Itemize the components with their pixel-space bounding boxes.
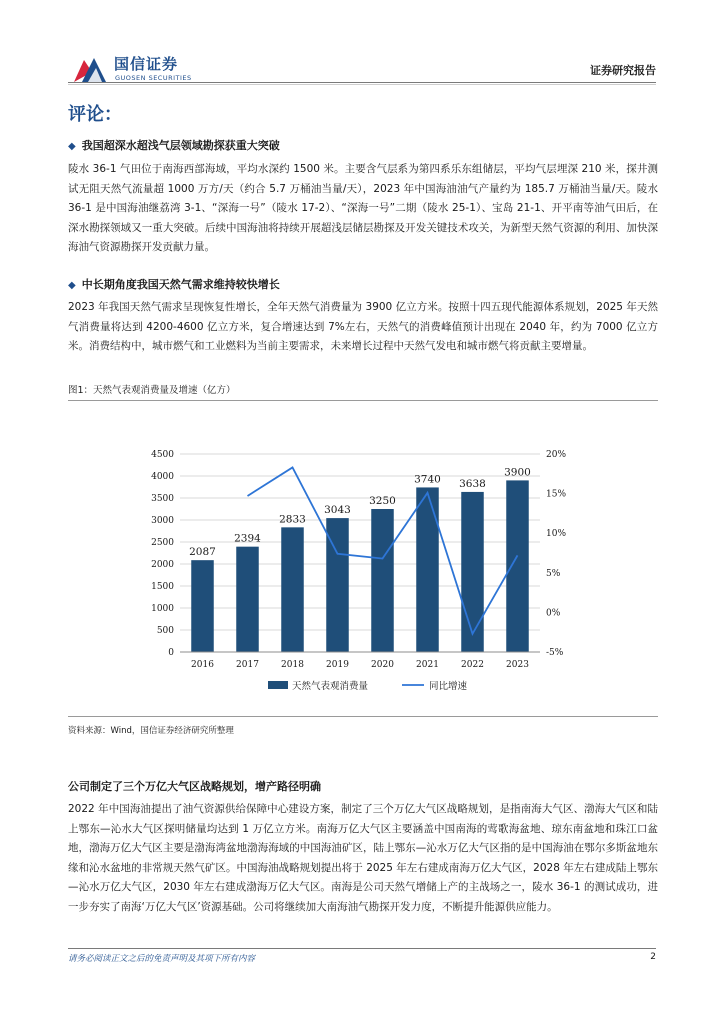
section-2-heading: 公司制定了三个万亿大气区战略规划，增产路径明确 [68, 780, 321, 793]
consumption-chart [140, 446, 600, 706]
bullet-heading-1 [68, 137, 280, 153]
bar [281, 527, 304, 652]
bullet-heading-1-text: 我国超深水超浅气层领域勘探获重大突破 [81, 139, 280, 152]
logo-text-cn: 国信证券 [114, 55, 179, 73]
y-left-tick-label: 3500 [151, 494, 174, 504]
y-left-tick-label: 1000 [151, 604, 174, 614]
paragraph-2: 2023 年我国天然气需求呈现恢复性增长，全年天然气消费量为 3900 亿立方米。按照十四五现代能源体系规划，2025 年天然气消费量将达到 4200-4600 亿立方米，复合增速达到 7%左右，天然气的消费峰值预计出现在 2040 年，约为 7000 亿立方米。消费结构中，城市燃气和工业燃料为当前主要需求，未来增长过程中天然气发电和城市燃气将贡献主要增量。 [68, 301, 658, 352]
bar-value-label: 2394 [234, 532, 261, 545]
y-left-tick-label: 500 [156, 626, 174, 636]
paragraph-1: 陵水 36-1 气田位于南海西部海域，平均水深约 1500 米。主要含气层系为第四系乐东组储层，平均气层埋深 210 米，探井测试无阻天然气流量超 1000 万方/天（约合 5.7 万桶油当量/天），2023 年中国海油油气产量约为 185.7 万桶油当量/天。陵水 36-1 是中国海油继荔湾 3-1、“深海一号”（陵水 17-2）、“深海一号”二期（陵水 25-1）、宝岛 21-1、开平南等油气田后，在深水勘探领域又一重大突破。后续中国海油将持续开展超浅层储层勘探及开发关键技术攻关，为新型天然气资源的利用、加快深海油气资源勘探开发贡献力量。 [68, 163, 658, 253]
bar [191, 560, 214, 652]
y-right-tick-label: 15% [546, 489, 567, 500]
y-left-tick-label: 2500 [151, 538, 174, 548]
x-tick-label: 2023 [506, 660, 529, 670]
bar [506, 480, 529, 652]
diamond-bullet-icon: ◆ [68, 280, 76, 291]
figure-top-rule [68, 400, 658, 401]
figure-caption: 图1：天然气表观消费量及增速（亿方） [68, 385, 236, 396]
bullet-heading-2-text: 中长期角度我国天然气需求维持较快增长 [81, 278, 280, 291]
y-right-tick-label: 10% [546, 529, 567, 540]
x-tick-label: 2019 [326, 660, 349, 670]
y-left-tick-label: 2000 [151, 560, 174, 570]
x-tick-label: 2016 [191, 660, 214, 670]
chart-legend [268, 680, 468, 692]
bar-value-label: 2087 [189, 546, 216, 559]
bar [461, 492, 484, 652]
legend-line-label: 同比增速 [429, 681, 468, 692]
bullet-heading-2 [68, 276, 280, 292]
report-type-label: 证券研究报告 [590, 64, 656, 77]
legend-bar-swatch [268, 681, 288, 689]
figure-source: 资料来源：Wind，国信证券经济研究所整理 [68, 726, 234, 736]
y-left-tick-label: 3000 [151, 516, 174, 526]
y-right-tick-label: -5% [546, 648, 564, 658]
logo-text-en: GUOSEN SECURITIES [115, 74, 192, 82]
bar-value-label: 3740 [414, 473, 441, 486]
y-left-tick-label: 4500 [151, 450, 174, 460]
legend-bar-label: 天然气表观消费量 [292, 681, 369, 692]
x-tick-label: 2018 [281, 660, 304, 670]
y-left-tick-label: 4000 [151, 472, 174, 482]
x-tick-label: 2020 [371, 660, 394, 670]
figure-bottom-rule [68, 716, 658, 717]
footer-divider [68, 948, 656, 949]
bar-value-label: 2833 [279, 513, 306, 526]
header-divider-secondary [68, 84, 656, 85]
y-right-tick-label: 0% [546, 608, 561, 619]
x-tick-label: 2022 [461, 660, 484, 670]
bar [371, 509, 394, 652]
bar-value-label: 3638 [459, 477, 486, 490]
section-title: 评论： [68, 104, 122, 125]
bar [236, 547, 259, 652]
paragraph-3: 2022 年中国海油提出了油气资源供给保障中心建设方案，制定了三个万亿大气区战略规划，是指南海大气区、渤海大气区和陆上鄂东—沁水大气区探明储量均达到 1 万亿立方米。南海万亿大气区主要涵盖中国南海的莺歌海盆地、琼东南盆地和珠江口盆地，渤海万亿大气区主要是渤海湾盆地渤海海域的中国海油矿区，陆上鄂东—沁水万亿大气区指的是中国海油在鄂尔多斯盆地东缘和沁水盆地的非常规天然气矿区。中国海油战略规划提出将于 2025 年左右建成南海万亿大气区，2028 年左右建成陆上鄂东—沁水万亿大气区，2030 年左右建成渤海万亿大气区。南海是公司天然气增储上产的主战场之一，陵水 36-1 的测试成功，进一步夯实了南海‘万亿大气区’资源基础。公司将继续加大南海油气勘探开发力度，不断提升能源供应能力。 [68, 803, 658, 913]
bar-value-label: 3250 [369, 495, 396, 507]
bar [416, 487, 439, 652]
y-right-tick-label: 20% [546, 450, 567, 460]
y-right-tick-label: 5% [546, 568, 561, 579]
bar-value-label: 3900 [504, 466, 531, 479]
header-divider [68, 82, 656, 83]
x-tick-label: 2017 [236, 660, 259, 670]
y-left-tick-label: 1500 [151, 582, 174, 592]
bar-value-label: 3043 [324, 504, 351, 517]
x-tick-label: 2021 [416, 660, 439, 670]
y-left-tick-label: 0 [168, 648, 174, 658]
diamond-bullet-icon: ◆ [68, 141, 76, 152]
footer-disclaimer: 请务必阅读正文之后的免责声明及其项下所有内容 [68, 954, 256, 964]
chart-gridlines [180, 454, 540, 652]
page-number: 2 [650, 952, 656, 962]
